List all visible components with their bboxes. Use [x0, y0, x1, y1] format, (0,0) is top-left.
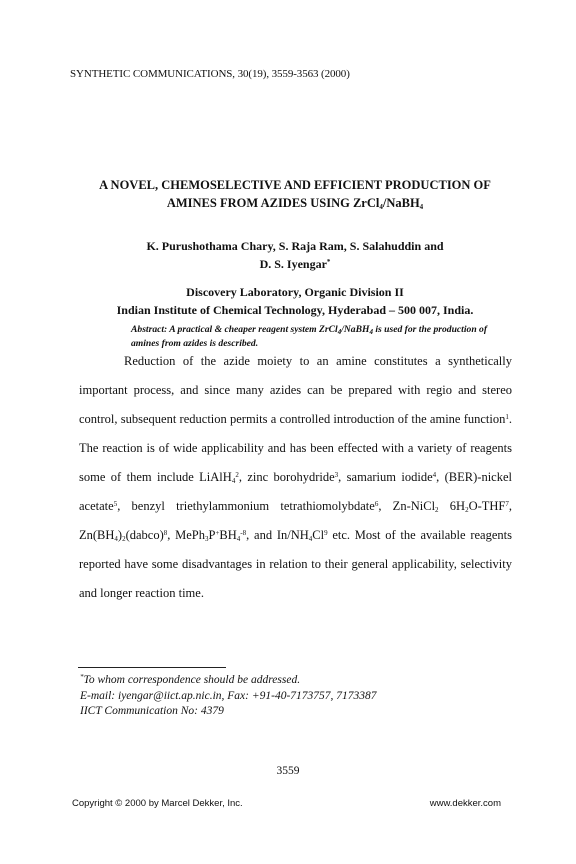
authors-line-2	[60, 255, 530, 273]
footnote-text: To whom correspondence should be addressed.	[83, 674, 301, 686]
body-span: . The reaction is of wide applicability and has been effected with a variety of reagents some of them include LiAlH	[79, 412, 512, 484]
abstract-text: A practical & cheaper reagent system ZrCl	[167, 324, 338, 335]
footnote-mark: *	[80, 673, 84, 681]
title-line-2	[60, 194, 530, 212]
body-span: , (BER)-nickel acetate	[79, 470, 512, 513]
affiliation-line-2: Indian Institute of Chemical Technology, Hyderabad – 500 007, India.	[116, 303, 474, 317]
footnote-divider	[78, 667, 226, 668]
footnote-line-2: E-mail: iyengar@iict.ap.nic.in, Fax: +91-40-7173757, 7173387	[80, 689, 377, 702]
affiliation	[60, 283, 530, 319]
paper-title	[60, 176, 530, 212]
chem-subscript: 2	[465, 506, 469, 514]
reference-mark: 2	[235, 471, 239, 479]
reference-mark: 6	[374, 500, 379, 508]
abstract-text: /NaBH	[341, 324, 370, 335]
title-line-1: A NOVEL, CHEMOSELECTIVE AND EFFICIENT PRODUCTION OF	[99, 178, 491, 192]
reference-mark: 9	[324, 529, 328, 537]
corresponding-author: D. S. Iyengar	[259, 257, 327, 271]
abstract-label: Abstract:	[131, 324, 168, 335]
reference-mark: 1	[505, 413, 509, 421]
body-span: etc. Most of the available reagents reported have some disadvantages in relation to their general applicability, selectivity and longer reaction time.	[79, 528, 512, 600]
body-paragraph	[79, 347, 512, 608]
body-span: , and In/NH	[246, 528, 309, 542]
footnote	[80, 673, 520, 720]
reference-mark: 4	[432, 471, 437, 479]
abstract-text: is used for the production of amines from azides is described.	[131, 324, 488, 349]
body-span: , Zn(BH	[79, 499, 513, 542]
affiliation-line-1: Discovery Laboratory, Organic Division II	[186, 285, 404, 299]
chem-subscript: 4	[236, 535, 241, 543]
author-list	[60, 237, 530, 273]
body-span: 6H	[438, 499, 466, 513]
page-number: 3559	[276, 765, 300, 777]
body-span: , zinc borohydride	[238, 470, 335, 484]
title-line-2-text-mid: /NaBH	[382, 196, 420, 210]
charge-superscript: +	[215, 529, 220, 537]
abstract-subscript: 4	[369, 328, 373, 336]
journal-citation: SYNTHETIC COMMUNICATIONS, 30(19), 3559-3563 (2000)	[70, 68, 350, 80]
reference-mark: 8	[163, 529, 168, 537]
body-text	[79, 347, 512, 608]
body-span: P	[208, 528, 216, 542]
footnote-line-1	[80, 673, 520, 689]
body-span: , samarium iodide	[338, 470, 433, 484]
reference-mark: 7	[505, 500, 509, 508]
publisher-website: www.dekker.com	[429, 798, 501, 809]
chem-subscript: 2	[435, 506, 439, 514]
reference-mark: 3	[334, 471, 339, 479]
body-span: (dabco)	[125, 528, 164, 542]
chem-subscript: 4	[231, 477, 236, 485]
authors-line-1: K. Purushothama Chary, S. Raja Ram, S. Salahuddin and	[146, 239, 444, 253]
abstract-subscript: 4	[337, 328, 342, 336]
footnote-line-3: IICT Communication No: 4379	[80, 705, 224, 717]
body-span: , benzyl triethylammonium tetrathiomolybdate	[117, 499, 375, 513]
body-span: BH	[219, 528, 237, 542]
body-span: Cl	[312, 528, 325, 542]
chem-subscript: 4	[114, 535, 118, 543]
copyright-notice: Copyright © 2000 by Marcel Dekker, Inc.	[72, 798, 243, 809]
body-span: Reduction of the azide moiety to an amine constitutes a synthetically important process, and since many azides can be prepared with regio and stereo control, subsequent reduction permits a controlled introduction of the amine function	[79, 354, 512, 426]
title-line-2-text: AMINES FROM AZIDES USING ZrCl	[166, 196, 380, 210]
body-span: )	[117, 528, 123, 542]
body-span: , Zn-NiCl	[378, 499, 436, 513]
chem-subscript: 2	[122, 535, 126, 543]
body-span: O-THF	[468, 499, 506, 513]
body-span: , MePh	[167, 528, 206, 542]
charge-superscript: -8	[240, 529, 247, 537]
title-subscript: 4	[379, 203, 383, 211]
chem-subscript: 4	[308, 535, 313, 543]
corresponding-mark: *	[326, 258, 331, 266]
title-subscript: 4	[419, 203, 424, 211]
chem-subscript: 3	[205, 535, 209, 543]
reference-mark: 5	[113, 500, 118, 508]
